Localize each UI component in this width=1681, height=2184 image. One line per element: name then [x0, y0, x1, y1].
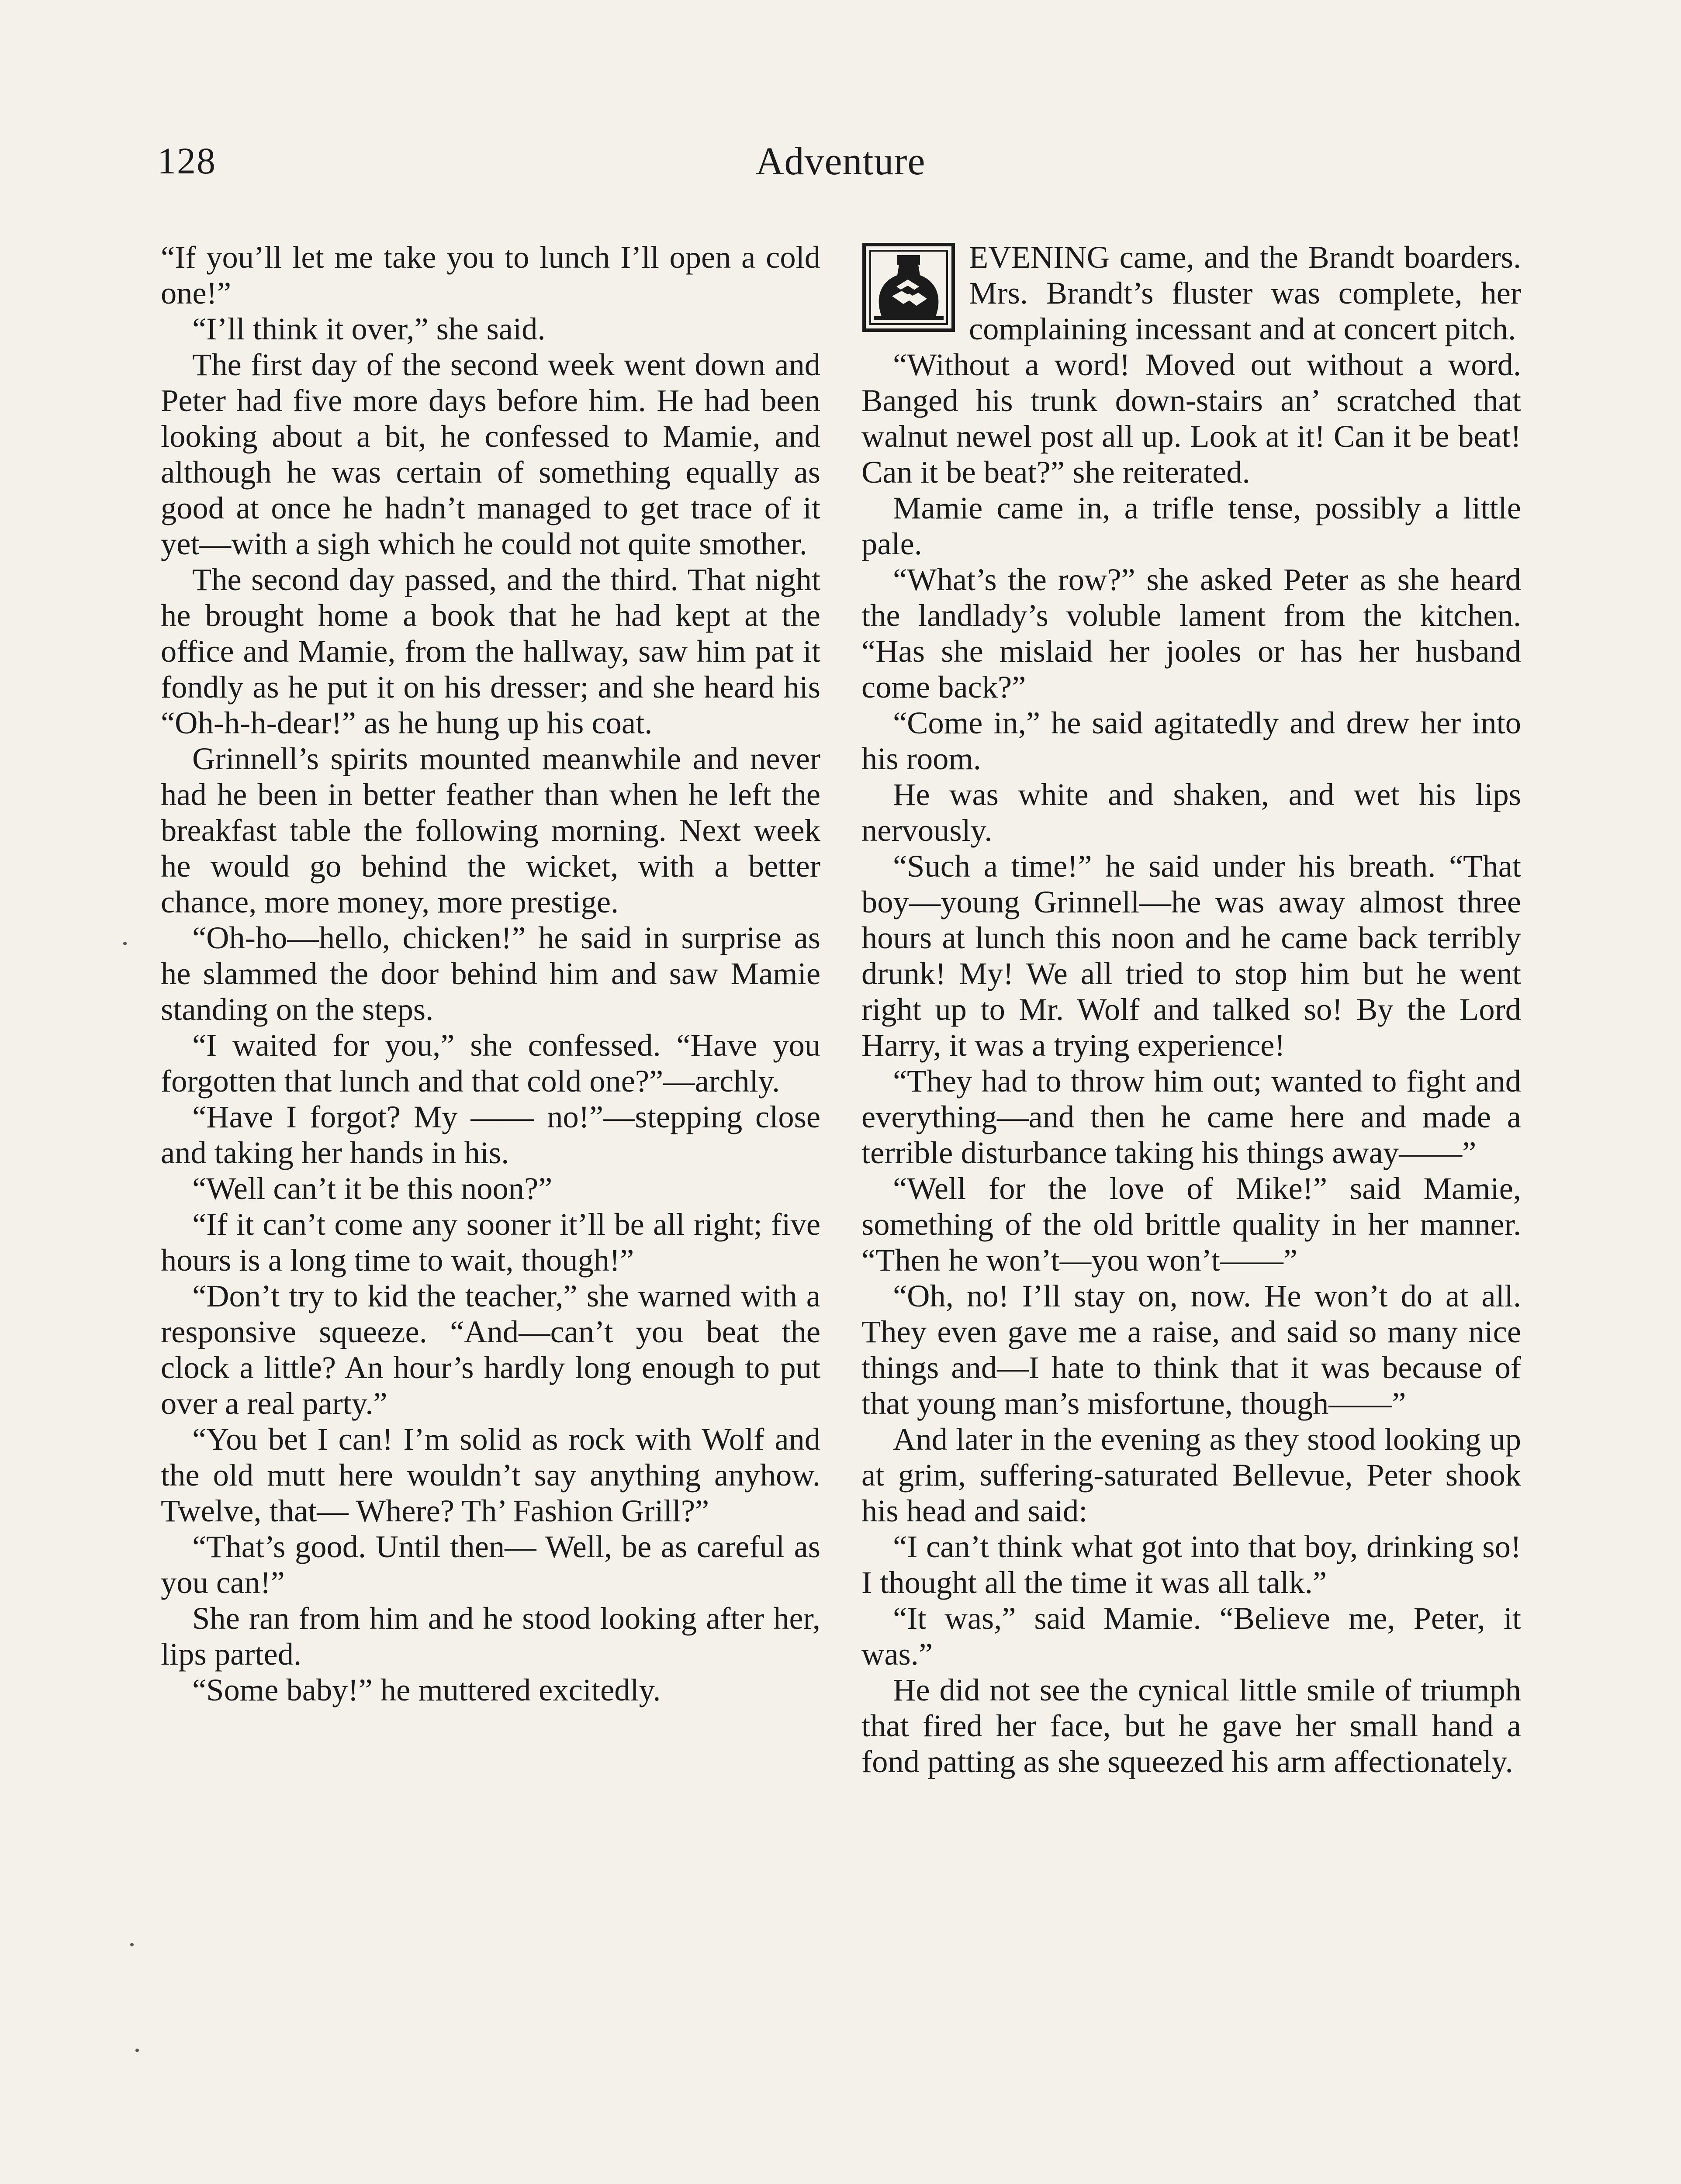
paragraph: Grinnell’s spirits mounted meanwhile and never had he been in better feather than when he left the breakfast table the following morning. Next week he would go behind the wicket, with a better chance, more money, more prestige. [161, 741, 820, 919]
paragraph: He was white and shaken, and wet his lips nervously. [861, 777, 1521, 848]
paragraph: “You bet I can! I’m solid as rock with Wolf and the old mutt here wouldn’t say anything anyhow. Twelve, that— Where? Th’ Fashion Grill?” [161, 1421, 820, 1528]
paragraph: “If you’ll let me take you to lunch I’ll open a cold one!” [161, 239, 820, 311]
speck [130, 1943, 134, 1946]
running-head-title: Adventure [755, 140, 926, 183]
page-number: 128 [157, 140, 216, 182]
paragraph: “Have I forgot? My —— no!”—stepping close and taking her hands in his. [161, 1099, 820, 1170]
paragraph: “Don’t try to kid the teacher,” she warned with a responsive squeeze. “And—can’t you beat the clock a little? An hour’s hardly long enough to put over a real party.” [161, 1278, 820, 1421]
paragraph: And later in the evening as they stood looking up at grim, suffering-saturated Bellevue, Peter shook his head and said: [861, 1421, 1521, 1528]
paragraph: “Well can’t it be this noon?” [192, 1171, 553, 1206]
paragraph: “I can’t think what got into that boy, drinking so! I thought all the time it was all talk.” [861, 1529, 1521, 1600]
decorative-vase-icon [861, 243, 956, 333]
paragraph: “Oh, no! I’ll stay on, now. He won’t do at all. They even gave me a raise, and said so many nice things and—I hate to think that it was because of that young man’s misfortune, though——” [861, 1278, 1521, 1421]
speck [135, 2049, 139, 2052]
paragraph: “What’s the row?” she asked Peter as she heard the landlady’s voluble lament from the kitchen. “Has she mislaid her jooles or has her husband come back?” [861, 562, 1521, 705]
left-column [161, 239, 820, 1708]
paragraph: “Oh-ho—hello, chicken!” he said in surprise as he slammed the door behind him and saw Mamie standing on the steps. [161, 920, 820, 1027]
paragraph: “It was,” said Mamie. “Believe me, Peter, it was.” [861, 1600, 1521, 1672]
paragraph: “Come in,” he said agitatedly and drew her into his room. [861, 705, 1521, 776]
paragraph: Mamie came in, a trifle tense, possibly a little pale. [861, 490, 1521, 561]
paragraph: The second day passed, and the third. That night he brought home a book that he had kept at the office and Mamie, from the hallway, saw him pat it fondly as he put it on his dresser; and she heard his “Oh-h-h-dear!” as he hung up his coat. [161, 562, 820, 740]
paragraph: “They had to throw him out; wanted to fight and everything—and then he came here and made a terrible disturbance taking his things away——” [861, 1063, 1521, 1170]
paragraph: “That’s good. Until then— Well, be as careful as you can!” [161, 1529, 820, 1600]
paragraph: “I’ll think it over,” she said. [192, 311, 546, 346]
paragraph: The first day of the second week went down and Peter had five more days before him. He had been looking about a bit, he confessed to Mamie, and although he was certain of something equally as good at once he hadn’t managed to get trace of it yet—with a sigh which he could not quite smother. [161, 347, 820, 561]
paragraph: “Some baby!” he muttered excitedly. [192, 1672, 661, 1707]
paragraph: “Such a time!” he said under his breath. “That boy—young Grinnell—he was away almost three hours at lunch this noon and he came back terribly drunk! My! We all tried to stop him but he went right up to Mr. Wolf and talked so! By the Lord Harry, it was a trying experience! [861, 848, 1521, 1063]
speck [123, 942, 127, 945]
paragraph: “Without a word! Moved out without a word. Banged his trunk down-stairs an’ scratched that walnut newel post all up. Look at it! Can it be beat! Can it be beat?” she reiterated. [861, 347, 1521, 490]
right-column [861, 239, 1521, 1780]
paragraph: She ran from him and he stood looking after her, lips parted. [161, 1600, 820, 1672]
paragraph: “I waited for you,” she confessed. “Have you forgotten that lunch and that cold one?”—archly. [161, 1027, 820, 1099]
paragraph: “Well for the love of Mike!” said Mamie, something of the old brittle quality in her manner. “Then he won’t—you won’t——” [861, 1171, 1521, 1278]
opening-paragraph: EVENING came, and the Brandt boarders. Mrs. Brandt’s fluster was complete, her complaining incessant and at concert pitch. [969, 239, 1521, 346]
paragraph: “If it can’t come any sooner it’ll be all right; five hours is a long time to wait, though!” [161, 1206, 820, 1278]
paragraph: He did not see the cynical little smile of triumph that fired her face, but he gave her small hand a fond patting as she squeezed his arm affectionately. [861, 1672, 1521, 1779]
